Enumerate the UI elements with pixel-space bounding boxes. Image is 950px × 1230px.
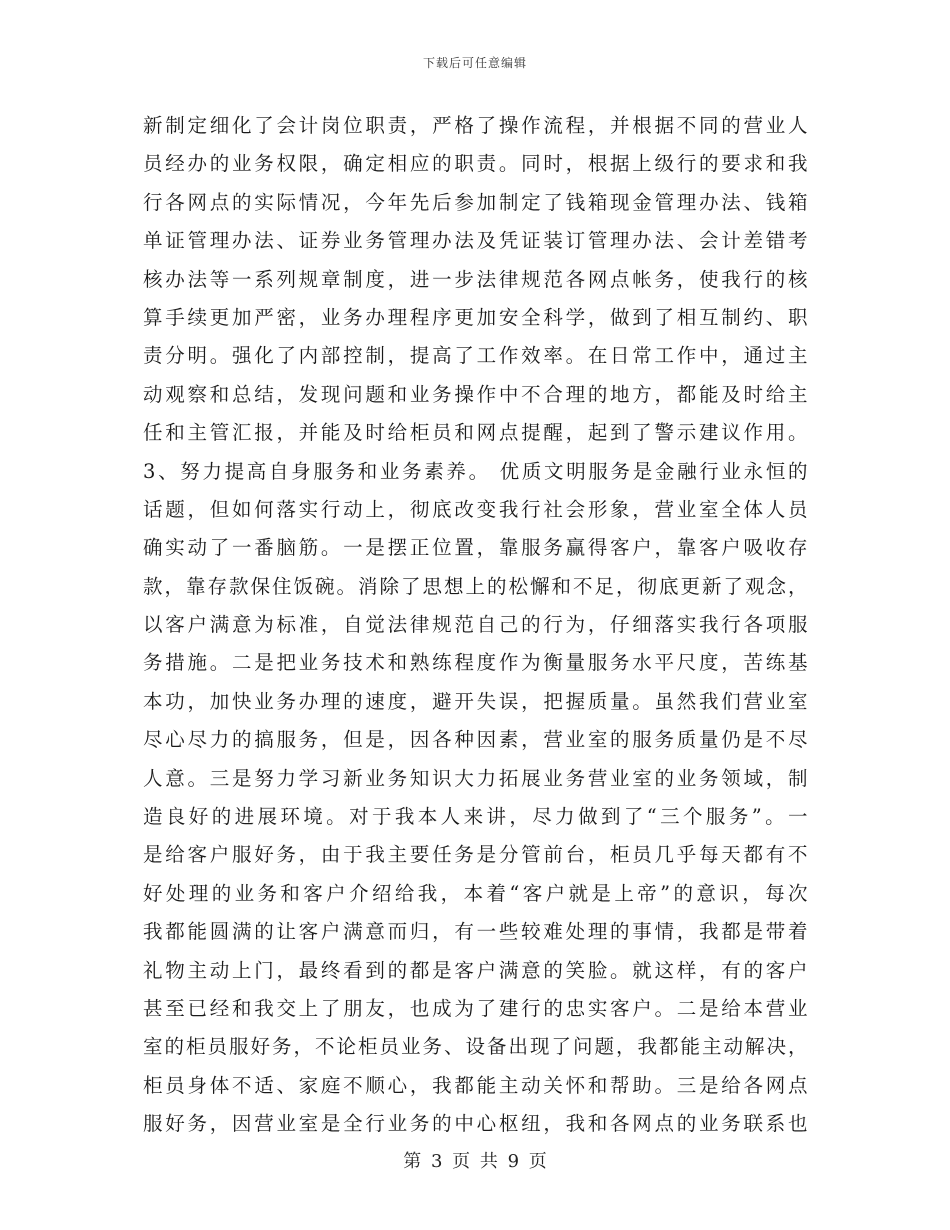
text-line: 员经办的业务权限，确定相应的职责。同时，根据上级行的要求和我 xyxy=(143,152,808,176)
text-line: 室的柜员服好务，不论柜员业务、设备出现了问题，我都能主动解决， xyxy=(143,1035,808,1059)
text-line: 造良好的进展环境。对于我本人来讲，尽力做到了“三个服务”。一 xyxy=(143,805,808,829)
text-line: 服好务，因营业室是全行业务的中心枢纽，我和各网点的业务联系也 xyxy=(143,1112,808,1136)
text-line: 任和主管汇报，并能及时给柜员和网点提醒，起到了警示建议作用。 xyxy=(143,421,808,445)
text-line: 甚至已经和我交上了朋友，也成为了建行的忠实客户。二是给本营业 xyxy=(143,996,808,1020)
text-line: 本功，加快业务办理的速度，避开失误，把握质量。虽然我们营业室 xyxy=(143,689,808,713)
text-line: 尽心尽力的搞服务，但是，因各种因素，营业室的服务质量仍是不尽 xyxy=(143,728,808,752)
page-number: 第 3 页 共 9 页 xyxy=(403,1151,547,1172)
text-line: 单证管理办法、证券业务管理办法及凭证装订管理办法、会计差错考 xyxy=(143,229,808,253)
text-line: 确实动了一番脑筋。一是摆正位置，靠服务赢得客户，靠客户吸收存 xyxy=(143,536,808,560)
text-line: 话题，但如何落实行动上，彻底改变我行社会形象，营业室全体人员 xyxy=(143,497,808,521)
text-line: 人意。三是努力学习新业务知识大力拓展业务营业室的业务领域，制 xyxy=(143,766,808,790)
text-line: 款，靠存款保住饭碗。消除了思想上的松懈和不足，彻底更新了观念， xyxy=(143,574,808,598)
text-line: 算手续更加严密，业务办理程序更加安全科学，做到了相互制约、职 xyxy=(143,305,808,329)
page-header-note: 下载后可任意编辑 xyxy=(422,56,527,70)
text-line: 以客户满意为标准，自觉法律规范自己的行为，仔细落实我行各项服 xyxy=(143,613,808,637)
text-line: 柜员身体不适、家庭不顺心，我都能主动关怀和帮助。三是给各网点 xyxy=(143,1073,808,1097)
text-line: 行各网点的实际情况，今年先后参加制定了钱箱现金管理办法、钱箱 xyxy=(143,190,808,214)
text-line: 好处理的业务和客户介绍给我，本着“客户就是上帝”的意识，每次 xyxy=(143,881,808,905)
text-line: 务措施。二是把业务技术和熟练程度作为衡量服务水平尺度，苦练基 xyxy=(143,651,808,675)
text-line: 3、努力提高自身服务和业务素养。 优质文明服务是金融行业永恒的 xyxy=(143,459,808,483)
text-line: 是给客户服好务，由于我主要任务是分管前台，柜员几乎每天都有不 xyxy=(143,843,808,867)
text-line: 礼物主动上门，最终看到的都是客户满意的笑脸。就这样，有的客户 xyxy=(143,958,808,982)
text-line: 动观察和总结，发现问题和业务操作中不合理的地方，都能及时给主 xyxy=(143,382,808,406)
text-line: 核办法等一系列规章制度，进一步法律规范各网点帐务，使我行的核 xyxy=(143,267,808,291)
text-line: 责分明。强化了内部控制，提高了工作效率。在日常工作中，通过主 xyxy=(143,344,808,368)
text-line: 新制定细化了会计岗位职责，严格了操作流程，并根据不同的营业人 xyxy=(143,114,808,137)
text-line: 我都能圆满的让客户满意而归，有一些较难处理的事情，我都是带着 xyxy=(143,920,808,944)
document-body xyxy=(143,107,808,1144)
